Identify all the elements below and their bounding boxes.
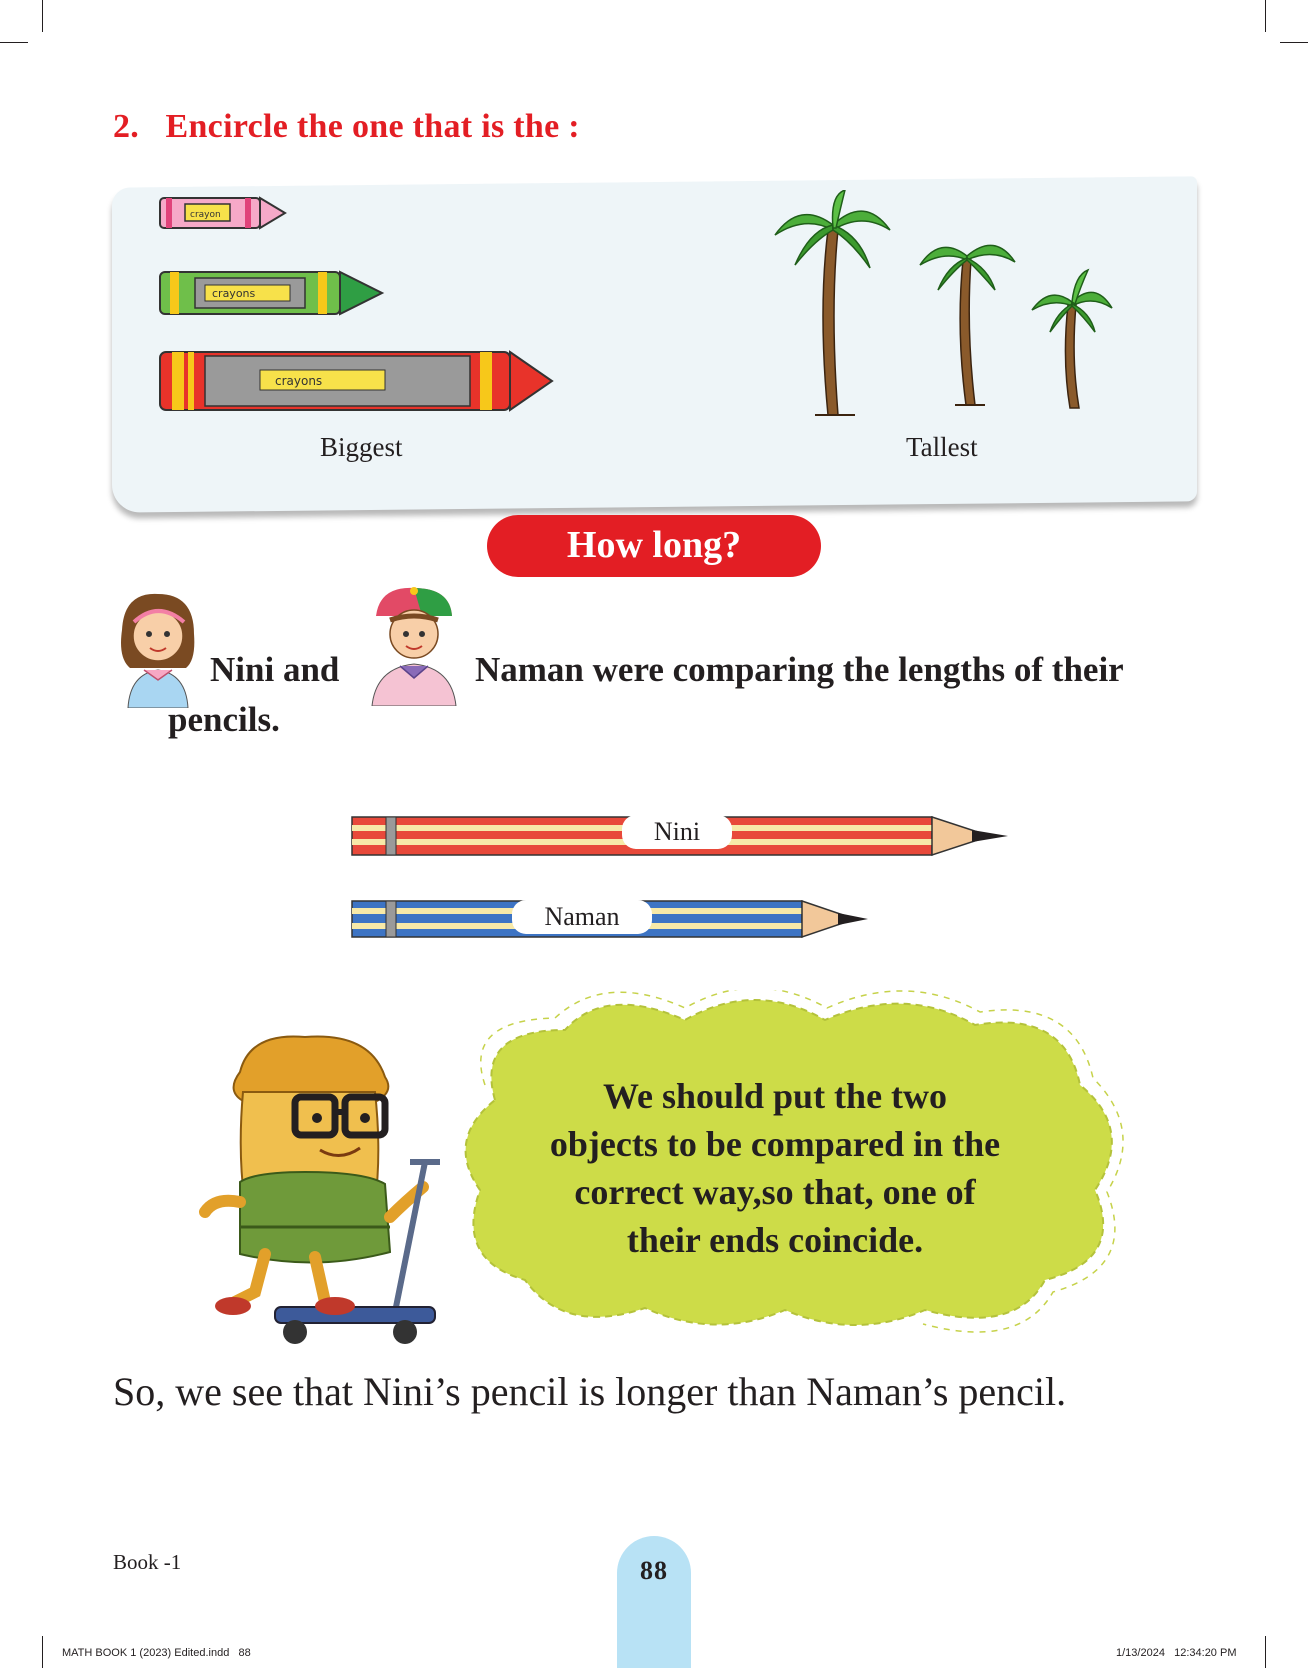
- section-title: How long?: [487, 515, 821, 577]
- conclusion-text: So, we see that Nini’s pencil is longer than Naman’s pencil.: [113, 1369, 1067, 1414]
- small-crayon: [160, 198, 285, 228]
- naman-pencil-label: Naman: [512, 900, 652, 934]
- intro-text-part3: pencils.: [168, 700, 280, 739]
- tip-text: [490, 1072, 1060, 1264]
- crayons-illustration[interactable]: [150, 190, 600, 430]
- tip-line: objects to be compared in the: [549, 1124, 1001, 1164]
- naman-boy-icon: [362, 586, 466, 706]
- biggest-label: Biggest: [320, 432, 403, 462]
- nini-girl-icon: [112, 590, 204, 708]
- tip-line: We should put the two: [602, 1076, 948, 1116]
- palm-trees-illustration[interactable]: [770, 190, 1130, 420]
- tallest-label: Tallest: [906, 432, 978, 462]
- crop-mark: [42, 1636, 43, 1668]
- nini-pencil-label: Nini: [622, 815, 732, 849]
- svg-text:crayons: crayons: [212, 287, 256, 300]
- big-crayon: [160, 352, 552, 410]
- question-heading: 2. Encircle the one that is the :: [113, 108, 580, 145]
- svg-text:crayons: crayons: [275, 374, 323, 388]
- intro-text-part2: Naman were comparing the lengths of their: [475, 650, 1124, 689]
- intro-text-part1: Nini and: [210, 650, 340, 689]
- slug-date-info: 1/13/2024 12:34:20 PM: [1116, 1647, 1237, 1659]
- tip-line: correct way,so that, one of: [574, 1172, 976, 1212]
- medium-crayon: [160, 272, 382, 314]
- crop-mark: [1280, 42, 1308, 43]
- crop-mark: [1265, 0, 1266, 32]
- tall-palm: [775, 190, 890, 415]
- mascot-on-scooter-illustration: [195, 1022, 455, 1362]
- slug-file-info: MATH BOOK 1 (2023) Edited.indd 88: [62, 1647, 251, 1659]
- book-label: Book -1: [113, 1550, 182, 1574]
- short-palm: [1032, 270, 1112, 408]
- crop-mark: [1265, 1636, 1266, 1668]
- crop-mark: [42, 0, 43, 32]
- svg-text:crayon: crayon: [190, 210, 221, 220]
- page-number: 88: [640, 1556, 668, 1585]
- crop-mark: [0, 42, 28, 43]
- medium-palm: [920, 245, 1015, 405]
- tip-line: their ends coincide.: [626, 1220, 924, 1260]
